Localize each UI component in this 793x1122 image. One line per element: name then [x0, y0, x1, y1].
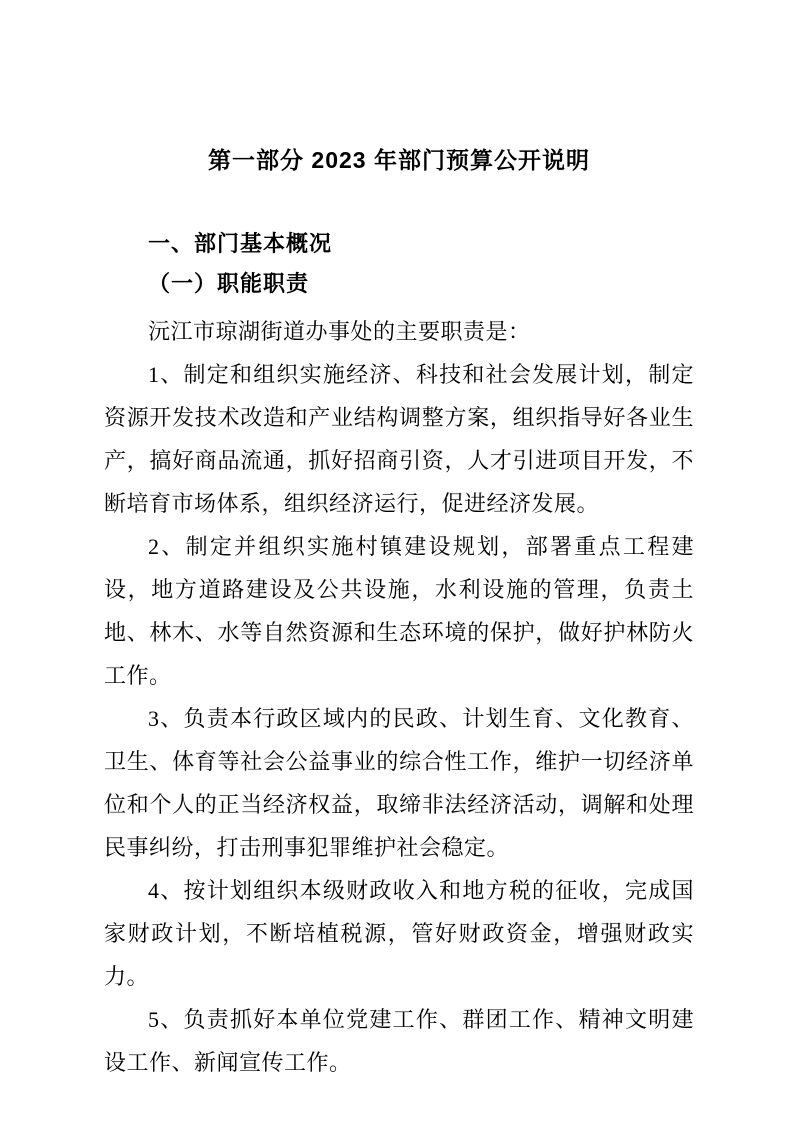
duty-paragraph-5: 5、负责抓好本单位党建工作、群团工作、精神文明建设工作、新闻宣传工作。	[104, 1007, 694, 1075]
duty-paragraph-4: 4、按计划组织本级财政收入和地方税的征收，完成国家财政计划，不断培植税源，管好财政资金，增强财政实力。	[104, 878, 694, 989]
body-text	[104, 310, 694, 1084]
duty-paragraph-1: 1、制定和组织实施经济、科技和社会发展计划，制定资源开发技术改造和产业结构调整方案，组织指导好各业生产，搞好商品流通，抓好招商引资，人才引进项目开发，不断培育市场体系，组织经济运行，促进经济发展。	[104, 362, 694, 516]
document-title: 第一部分 2023 年部门预算公开说明	[208, 147, 590, 173]
duty-paragraph-2: 2、制定并组织实施村镇建设规划，部署重点工程建设，地方道路建设及公共设施，水利设施的管理，负责土地、林木、水等自然资源和生态环境的保护，做好护林防火工作。	[104, 534, 694, 688]
subsection-heading-functions-duties: （一）职能职责	[148, 271, 310, 296]
section-heading-department-overview: 一、部门基本概况	[148, 231, 333, 256]
duty-paragraph-3: 3、负责本行政区域内的民政、计划生育、文化教育、卫生、体育等社会公益事业的综合性工作，维护一切经济单位和个人的正当经济权益，取缔非法经济活动，调解和处理民事纠纷，打击刑事犯罪维护社会稳定。	[104, 706, 694, 860]
intro-paragraph: 沅江市琼湖街道办事处的主要职责是：	[148, 319, 531, 344]
